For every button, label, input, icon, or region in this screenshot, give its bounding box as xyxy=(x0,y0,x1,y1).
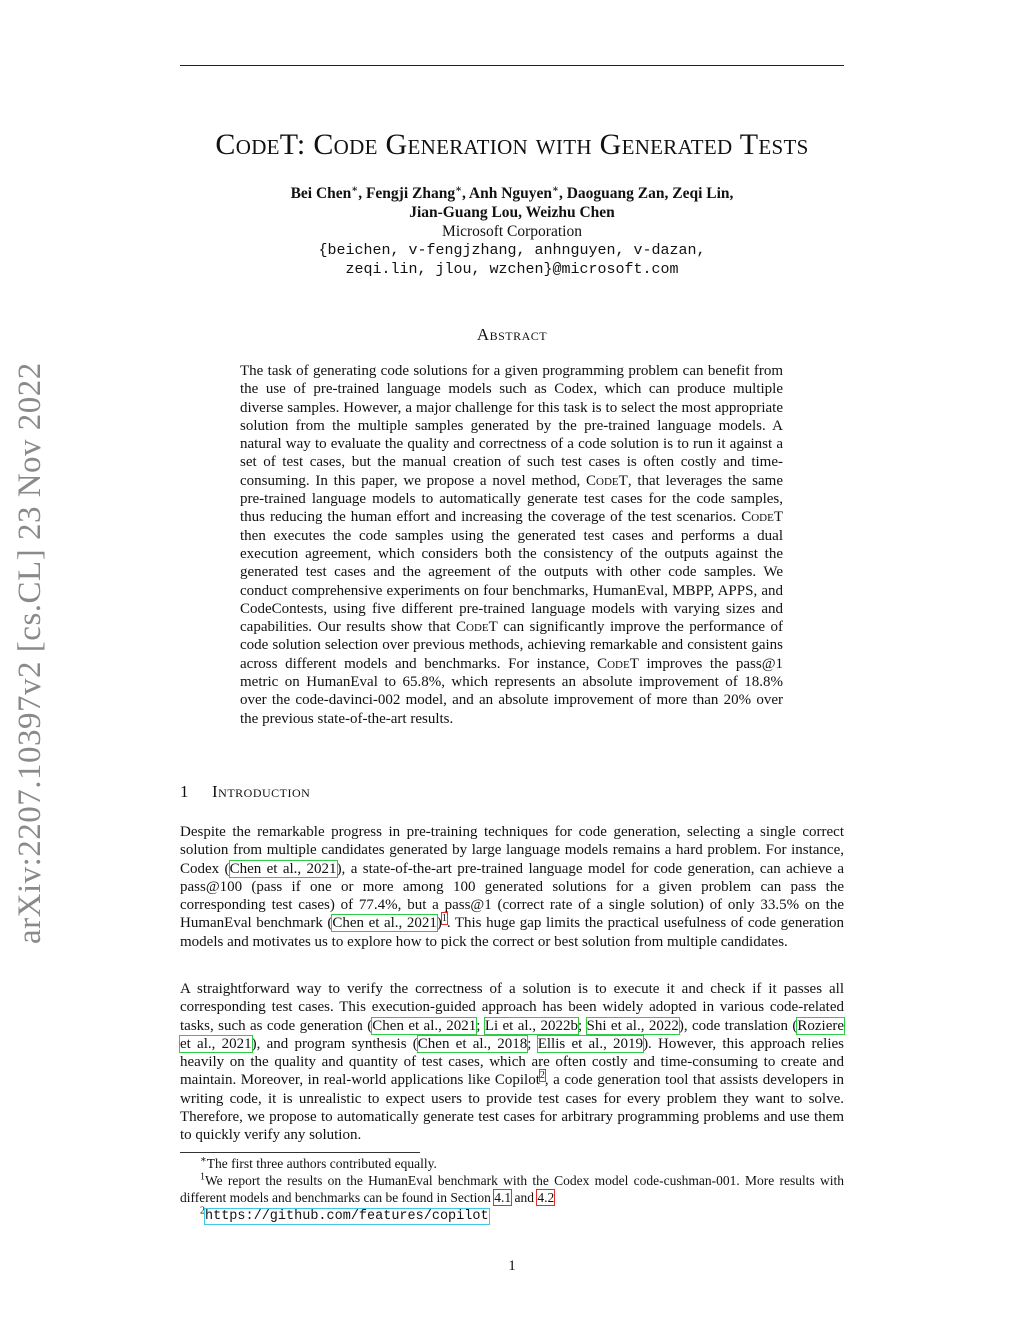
email-line-1: {beichen, v-fengjzhang, anhnguyen, v-dazan, xyxy=(318,242,706,259)
footnotes xyxy=(180,1155,844,1225)
body-text: ), and program synthesis ( xyxy=(251,1035,418,1052)
body-text: , a code generation tool that assists developers in writing code, it is unrealistic to expect users to provide test cases for every problem they want to solve. Therefore, we propose to automatically generate test cases for arbitrary programming problems and use them to quickly verify any solution. xyxy=(180,1072,844,1144)
abstract-text: The task of generating code solutions for a given programming problem can benefit from the use of pre-trained language models such as Codex, which can produce multiple diverse samples. However, a major challenge for this task is to select the most appropriate solution from the multiple samples generated by the pre-trained language models. A natural way to evaluate the quality and correctness of a code solution is to run it against a set of test cases, but the manual creation of such test cases is often costly and time-consuming. In this paper, we propose a novel method, xyxy=(240,363,783,489)
body-text: Despite the remarkable progress in pre-training techniques for code generation, selecting a single correct solution from multiple candidates generated by large language models remains a hard problem. For instance, Codex ( xyxy=(180,824,844,877)
body-text: . This huge gap limits the practical usefulness of code generation models and motivates us to explore how to pick the correct or best solution from multiple candidates. xyxy=(180,915,844,950)
footnote-2 xyxy=(180,1206,844,1225)
page-number: 1 xyxy=(508,1258,516,1274)
abstract-body xyxy=(240,362,783,728)
body-text: ) xyxy=(436,915,442,932)
footnote-0 xyxy=(180,1155,844,1172)
intro-paragraph-2 xyxy=(180,980,844,1145)
abstract-text: then executes the code samples using the generated test cases and performs a dual execution agreement, which considers both the consistency of the outputs against the generated test cases and the agreement of the outputs with other code samples. We conduct comprehensive experiments on four benchmarks, HumanEval, MBPP, APPS, and CodeContests, using five different pre-trained language models with varying sizes and capabilities. Our results show that xyxy=(240,527,783,636)
section-heading xyxy=(180,782,310,802)
equal-contrib-mark: ∗ xyxy=(351,183,359,195)
footnote-mark: 1 xyxy=(200,1171,205,1183)
body-text: ; xyxy=(577,1017,587,1034)
footnote-text: The first three authors contributed equally. xyxy=(206,1156,437,1171)
footnote-text: and xyxy=(511,1190,538,1205)
copilot-url-link[interactable]: https://github.com/features/copilot xyxy=(205,1209,489,1224)
email-line-2: zeqi.lin, jlou, wzchen}@microsoft.com xyxy=(345,261,679,278)
intro-paragraph-1 xyxy=(180,823,844,951)
footnote-rule xyxy=(180,1152,420,1153)
author-name: Fengji Zhang xyxy=(365,185,456,202)
body-text: ), a state-of-the-art pre-trained language model for code generation, can achieve a pass@100 (pass if one or more among 100 generated solutions for a given problem can pass the corresponding test cases) of 77.4%, but a pass@1 (correct rate of a single solution) of only 33.5% on the HumanEval benchmark ( xyxy=(180,860,844,932)
footnote-mark: 2 xyxy=(200,1205,205,1217)
footnote-mark: ∗ xyxy=(200,1154,207,1166)
body-text: ). However, this approach relies heavily on the quality and quantity of test cases, which are often costly and time-consuming to create and maintain. Moreover, in real-world applications like Copilot xyxy=(180,1035,844,1089)
method-name: CodeT xyxy=(741,509,783,526)
abstract-heading: Abstract xyxy=(476,325,548,344)
author-block xyxy=(180,184,844,279)
citation-link[interactable]: Ellis et al., 2019 xyxy=(537,1035,644,1052)
affiliation: Microsoft Corporation xyxy=(442,223,582,240)
body-text: ), code translation ( xyxy=(678,1017,798,1034)
footnote-text: We report the results on the HumanEval benchmark with the Codex model code-cushman-001. More results with different models and benchmarks can be found in Section xyxy=(180,1173,844,1205)
footnote-link[interactable]: 2 xyxy=(539,1070,545,1082)
equal-contrib-mark: ∗ xyxy=(455,183,463,195)
abstract-text: improves the pass@1 metric on HumanEval to 65.8%, which represents an absolute improvement of 18.8% over the code-davinci-002 model, and an absolute improvement of more than 20% over the previous state-of-the-art results. xyxy=(240,655,784,727)
top-rule xyxy=(180,65,844,66)
author-name: Anh Nguyen xyxy=(468,185,553,202)
author-line-1: Bei Chen∗, Fengji Zhang∗, Anh Nguyen∗, Daoguang Zan, Zeqi Lin, xyxy=(290,183,734,202)
footnote-link[interactable]: 1 xyxy=(441,913,447,925)
method-name: CodeT xyxy=(456,619,498,636)
citation-link[interactable]: Roziere et al., 2021 xyxy=(180,1017,844,1052)
body-text: ; xyxy=(476,1017,485,1034)
arxiv-watermark: arXiv:2207.10397v2 [cs.CL] 23 Nov 2022 xyxy=(12,362,48,944)
abstract-text: can significantly improve the performance of code solution selection over previous methods, achieving remarkable and consistent gains across different models and benchmarks. For instance, xyxy=(240,619,783,672)
citation-link[interactable]: Chen et al., 2021 xyxy=(229,860,337,877)
section-number: 1 xyxy=(180,782,189,801)
author-name: Zeqi Lin xyxy=(672,185,730,202)
section-ref-link[interactable]: 4.2 xyxy=(537,1190,555,1205)
footnote-1 xyxy=(180,1172,844,1206)
section-ref-link[interactable]: 4.1 xyxy=(494,1190,512,1205)
citation-link[interactable]: Chen et al., 2021 xyxy=(332,915,437,932)
paper-title: CodeT: Code Generation with Generated Tests xyxy=(215,128,809,161)
citation-link[interactable]: Chen et al., 2018 xyxy=(417,1035,528,1052)
author-line-2: Jian-Guang Lou, Weizhu Chen xyxy=(409,204,615,221)
section-title: Introduction xyxy=(212,782,311,801)
author-name: Bei Chen xyxy=(290,185,352,202)
citation-link[interactable]: Li et al., 2022b xyxy=(484,1017,578,1034)
citation-link[interactable]: Shi et al., 2022 xyxy=(586,1017,679,1034)
author-name: Daoguang Zan xyxy=(566,185,665,202)
method-name: CodeT xyxy=(586,472,628,489)
body-text: A straightforward way to verify the correctness of a solution is to execute it and check if it passes all corresponding test cases. This execution-guided approach has been widely adopted in various code-related tasks, such as code generation ( xyxy=(180,981,844,1034)
equal-contrib-mark: ∗ xyxy=(552,183,559,195)
citation-link[interactable]: Chen et al., 2021 xyxy=(372,1017,477,1034)
method-name: CodeT xyxy=(597,655,639,672)
abstract-text: , that leverages the same pre-trained language models to automatically generate test cases for the code samples, thus reducing the human effort and increasing the coverage of the test scenarios. xyxy=(240,472,783,526)
body-text: ; xyxy=(527,1035,538,1052)
